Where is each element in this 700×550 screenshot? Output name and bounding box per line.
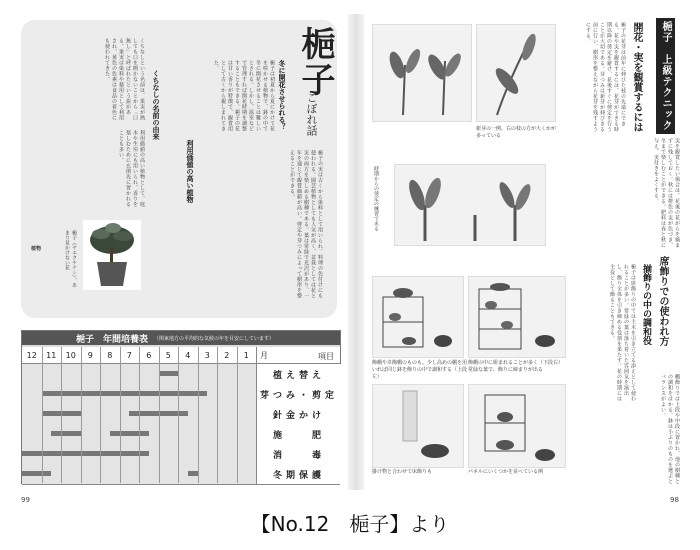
month-header-cell: 4 [178, 347, 199, 364]
schedule-period-bar [188, 471, 198, 476]
month-header-cell: 7 [120, 347, 141, 364]
essay-subtitle: こぼれ話 [305, 92, 318, 136]
grid-line [61, 347, 62, 483]
essay-title: 梔子 [295, 26, 335, 98]
section-body-text: 梔子は席飾りの中では主木を引き立てる添えとして使われることが多い。常緑の葉は落ち着いた雰囲気を演出し、飾り全体を引き締める役割を果たす。花の時期には主役として飾ることもできる。 [609, 264, 636, 402]
schedule-row [22, 384, 340, 405]
spine-gutter [348, 14, 364, 490]
schedule-period-bar [110, 431, 149, 436]
page-number-right: 98 [670, 496, 679, 504]
photo-label: 植物 [31, 246, 42, 252]
essay-body-text: くちなしという名前は、果実が熟しても口を開かないことから「口無し」と呼ばれたという説がある。果実は染料や薬用として利用され、黄色の色素は食品の着色にも使われてきた。 [104, 38, 145, 121]
grid-line [217, 347, 218, 483]
month-header-cell: 3 [198, 347, 219, 364]
photo-caption: 梔子（ヤエクチナシ）。あまり見かけない花 [64, 230, 77, 288]
schedule-row-label: 冬期保護 [256, 464, 341, 484]
section-heading-flowering: 開花・実を観賞するには [631, 22, 642, 132]
schedule-grid [22, 347, 340, 483]
table-title: 梔子 年間培養表 [76, 334, 149, 345]
grid-line [139, 347, 140, 483]
photo-caption: 時期からの剪定の練習である [373, 166, 379, 231]
photo-caption: 掛け物と合わせて床飾りも [372, 469, 433, 475]
month-header-cell: 9 [81, 347, 102, 364]
pruned-shoot-photo [476, 24, 556, 122]
schedule-period-bar [51, 431, 80, 436]
schedule-row-label: 針金かけ [256, 404, 341, 424]
section-heading-display: 席飾りでの使われ方 [657, 256, 668, 346]
photo-caption: 飾棚や卓飾棚のものも。少し高めの棚を用いれば同じ鉢を飾りの中で調和する（上段左） [372, 360, 468, 380]
month-header-label: 月 [260, 351, 268, 360]
right-page [364, 14, 687, 504]
grid-line [81, 347, 82, 483]
grid-line [237, 347, 238, 483]
month-header-cell: 6 [139, 347, 160, 364]
essay-heading-winter: 冬に開花させられる？ [278, 60, 286, 130]
table-note: （関東地方の平均的な気候の年を目安にしています） [154, 335, 275, 342]
photo-caption: パネルにいくつかを並べている例 [468, 469, 544, 475]
display-shelf-photo [372, 276, 464, 358]
section-title-advanced: 梔子 上級テクニック [656, 18, 675, 134]
schedule-row-label: 植え替え [256, 364, 341, 384]
month-header-cell: 8 [100, 347, 121, 364]
grid-line [198, 347, 199, 483]
schedule-row [22, 404, 340, 425]
schedule-row-label: 芽つみ・剪定 [256, 384, 341, 404]
section-body-text: 棚飾りでは上段や中段に置かれ、他の樹種との調和をはかる。鉢は小ぶりのものを選ぶとバランスがよい。 [660, 374, 680, 484]
schedule-row [22, 424, 340, 445]
new-shoot-photo [372, 24, 472, 122]
item-header-label: 項目 [318, 352, 334, 361]
section-subheading-display: 揃飾りの中の調和役 [641, 264, 651, 345]
grid-line [42, 347, 43, 483]
cutting-photo [394, 164, 546, 246]
month-header-cell: 5 [159, 347, 180, 364]
page-number-left: 99 [21, 496, 30, 504]
month-header-cell: 1 [237, 347, 258, 364]
grid-line [100, 347, 101, 483]
schedule-row-label: 消 毒 [256, 444, 341, 464]
book-spread [15, 14, 687, 504]
schedule-period-bar [22, 471, 51, 476]
photo-caption: 飾棚の中に組まれることが多く（下段右）常緑な葉で、飾りに締まりが出る [468, 360, 564, 373]
schedule-row-label: 施 肥 [256, 424, 341, 444]
schedule-row [22, 464, 340, 485]
month-header-cell: 11 [42, 347, 63, 364]
table-header-corner [256, 347, 340, 364]
image-caption: 【No.12 梔子】より [250, 512, 450, 536]
schedule-row [22, 444, 340, 465]
display-shelf-photo [468, 276, 566, 358]
schedule-period-bar [42, 391, 208, 396]
section-body-text: 実を観賞したい場合は、花後の花がらを摘まずに残しておく。秋には橙色の実が色づき、冬まで楽しむことができる。肥料は春と秋に与え、実付きをよくする。 [653, 138, 680, 248]
left-page [15, 14, 348, 504]
schedule-row [22, 364, 340, 385]
section-body-text: 梔子の花芽は前年に伸びた枝の先端にできる。花や実を観賞するには、花芽ができる時期以降の剪定を避け、花後すぐに剪定を行うことが大切である。芽つみは新芽が伸びきる前に行い、樹形を整えながら花芽を残すようにする。 [585, 22, 626, 132]
panel-display-photo [468, 384, 566, 468]
month-header-cell: 10 [61, 347, 82, 364]
essay-heading-name-origin: くちなしの名前の由来 [152, 70, 160, 140]
gardenia-pot-photo [83, 220, 141, 290]
essay-body-text: 梔子の実は古くから染料として用いられ、料理の色付けにも使われる。園芸植物としても人気が高く、盆栽としては花と実の両方を楽しめる樹種である。葉は常緑で光沢があり、一年を通じて観賞価値が高い。剪定や芽つみによって樹形を整えることができる。 [289, 150, 323, 299]
schedule-period-bar [159, 371, 179, 376]
table-title-bar [22, 331, 340, 345]
month-header-cell: 12 [22, 347, 43, 364]
essay-body-text: 利用価値の高い植物として、庭木や生垣にも用いられ、香りを楽しむために玄関先に置かれることも多い。 [118, 130, 145, 207]
alcove-display-photo [372, 384, 464, 468]
essay-panel [21, 20, 337, 318]
essay-body-text: 梔子は初夏から夏にかけて花を咲かせる植物で、鉢の中で冬に開花させることは難しいとされる。しかし、温室などで管理すれば開花時期を調整することもできる。梔子の花は甘い香りが特徴で、観賞用として古くから親しまれてきた。 [213, 60, 275, 132]
grid-line [120, 347, 121, 483]
grid-line [178, 347, 179, 483]
annual-cultivation-table [21, 330, 341, 484]
essay-heading-usefulness: 利用価値の高い植物 [186, 140, 194, 203]
month-header-cell: 2 [217, 347, 238, 364]
photo-caption: 新芽の一例。右の枝の方が大くかが多っている [476, 126, 557, 139]
grid-line [159, 347, 160, 483]
